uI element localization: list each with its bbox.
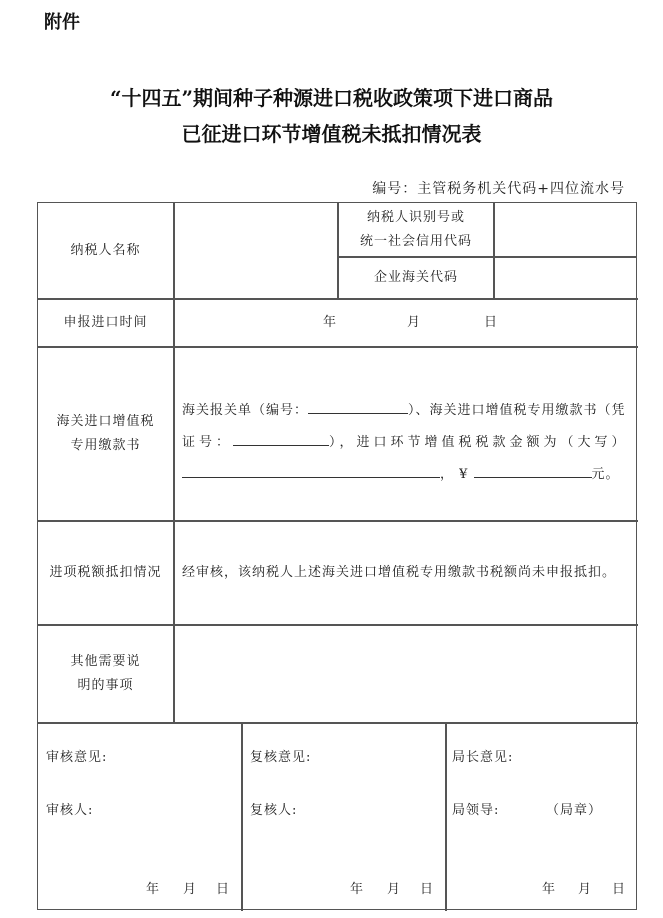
bureau-seal-label: （局章）: [546, 803, 603, 818]
recheck-date-month: 月: [387, 882, 402, 897]
deduction-label: 进项税额抵扣情况: [49, 565, 162, 580]
attachment-label: 附件: [44, 12, 80, 33]
customs-code-input[interactable]: [495, 258, 637, 298]
payment-book-label-line2: 专用缴款书: [70, 438, 141, 453]
payment-book-label: [38, 348, 173, 520]
payment-text-e: ， ¥: [440, 467, 474, 482]
payment-text-d: ），进口环节增值税税款金额为（大写）: [329, 435, 629, 450]
payment-text-b: ）、海关进口增值税专用缴款书（凭: [408, 403, 626, 418]
payment-text-f: 元。: [591, 467, 620, 482]
taxpayer-id-label-line1: 纳税人识别号或: [366, 209, 465, 225]
other-matters-input[interactable]: [175, 626, 637, 722]
taxpayer-id-input[interactable]: [495, 203, 637, 256]
amount-figures-field[interactable]: [474, 463, 592, 478]
payment-book-label-line1: 海关进口增值税: [56, 414, 155, 429]
document-title-line1: “十四五”期间种子种源进口税收政策项下进口商品: [109, 86, 553, 110]
review-date-day: 日: [216, 882, 231, 897]
reviewer-label: 审核人:: [46, 803, 94, 818]
payment-book-text: [182, 395, 632, 491]
recheck-date-year: 年: [350, 882, 365, 897]
director-date-month: 月: [578, 882, 593, 897]
payment-text-a: 海关报关单（编号：: [182, 403, 309, 418]
leader-label: 局领导:: [452, 803, 500, 818]
form-table: [37, 202, 637, 910]
taxpayer-name-label: 纳税人名称: [70, 242, 141, 258]
taxpayer-name-input[interactable]: [175, 203, 337, 298]
rechecker-label: 复核人:: [250, 803, 298, 818]
date-month: 月: [407, 315, 422, 330]
director-date-day: 日: [612, 882, 627, 897]
col-divider: [241, 723, 243, 911]
declare-time-input[interactable]: [175, 300, 637, 346]
voucher-number-field[interactable]: [233, 431, 329, 446]
customs-code-label: 企业海关代码: [373, 270, 458, 285]
recheck-date-day: 日: [420, 882, 435, 897]
review-date-month: 月: [183, 882, 198, 897]
deduction-text: 经审核，该纳税人上述海关进口增值税专用缴款书税额尚未申报抵扣。: [182, 565, 617, 580]
other-matters-label-line1: 其他需要说: [70, 654, 141, 669]
date-day: 日: [484, 315, 499, 330]
date-year: 年: [323, 315, 338, 330]
review-opinion-label: 审核意见:: [46, 750, 108, 765]
review-date-year: 年: [146, 882, 161, 897]
recheck-opinion-label: 复核意见:: [250, 750, 312, 765]
director-date-year: 年: [542, 882, 557, 897]
amount-words-field[interactable]: [182, 463, 440, 478]
declare-time-label: 申报进口时间: [63, 315, 148, 330]
other-matters-label-line2: 明的事项: [77, 678, 134, 693]
row-divider: [38, 722, 638, 724]
taxpayer-id-label-line2: 统一社会信用代码: [359, 233, 472, 249]
serial-number-note: 编号：主管税务机关代码+四位流水号: [372, 181, 625, 197]
declaration-number-field[interactable]: [308, 399, 408, 414]
taxpayer-id-label: [339, 203, 493, 256]
other-matters-label: [38, 626, 173, 722]
director-opinion-label: 局长意见:: [452, 750, 514, 765]
document-title-line2: 已征进口环节增值税未抵扣情况表: [181, 122, 482, 146]
payment-text-c: 证号：: [182, 435, 234, 450]
col-divider: [445, 723, 447, 911]
